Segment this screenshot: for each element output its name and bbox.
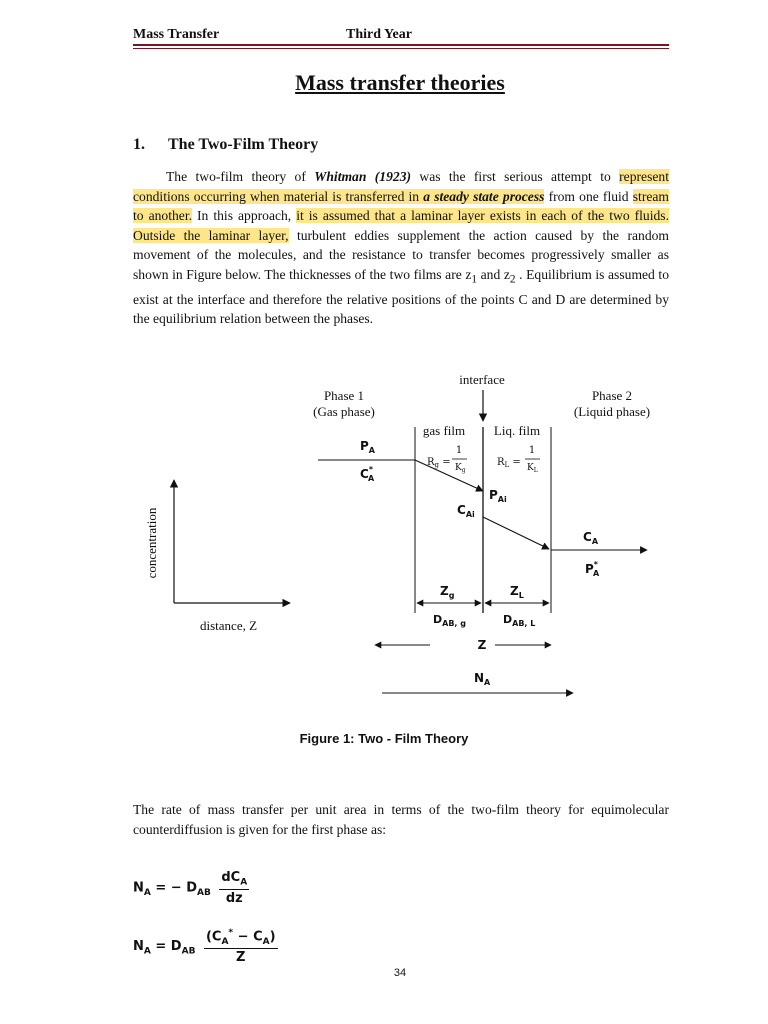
highlight-text: stream to another. [133,188,670,223]
header-left: Mass Transfer [133,27,220,42]
rl-den: $K_L$ [527,463,538,474]
rl-num: 1 [528,445,536,456]
phase2-sub: (Liquid phase) [573,404,651,419]
rg-den: $K_g$ [455,463,466,474]
author-citation: Whitman (1923) [314,169,412,184]
eq2-fraction: $\frac{(C_A^* - C_A)}{Z}$ [205,928,276,965]
pai-label: $P_{Ai}$ [489,488,507,504]
highlight-text: it is assumed that a laminar layer exists in each of the two fluids. Outside the laminar layer, [133,208,669,243]
section-title: The Two-Film Theory [168,136,319,153]
para-text: from one fluid [544,188,633,204]
liq-film-profile [483,517,549,549]
z-total-label: Z [477,638,487,652]
highlight-text: represent conditions occurring when material is transferred in [133,169,669,204]
header-rule-thin [133,48,669,49]
highlight-emphasis: a steady state process [423,188,545,204]
rl-label: $R_L$ = [497,457,521,469]
para-text: The two-film theory of [166,169,315,184]
zl-label: $Z_L$ [510,584,524,600]
phase1-sub: (Gas phase) [313,404,375,419]
pa-label: $P_A$ [360,439,375,455]
section-heading [133,136,318,154]
header-rule [133,44,669,46]
interface-label: interface [459,372,505,387]
para-text: In this approach, [192,208,297,223]
two-film-figure [130,365,670,705]
phase2-label: Phase 2 [591,388,633,403]
header-right: Third Year [346,27,412,42]
equation-2: $N_A = D_{AB}$ $\frac{(C_A^* - C_A)}{Z}$ [133,928,276,965]
para-text: . Equilibrium is assumed to exist at the interface and therefore the relative positions of the points C and D are determined by the equilibrium relation between the phases. [133,266,669,327]
para-text: turbulent eddies supplement the action caused by the random movement of the molecules, and the resistance to transfer becomes progressively smaller as shown in Figure below. The thicknesses of the two films are z [133,227,669,282]
eq1-fraction: $\frac{dC_A}{dz}$ [221,870,248,906]
cai-label: $C_{Ai}$ [457,503,475,519]
figure-caption: Figure 1: Two - Film Theory [299,731,469,746]
section-number: 1. [133,136,145,153]
paragraph-1 [133,167,669,329]
page-number: 34 [393,967,407,979]
rg-num: 1 [455,445,463,456]
subscript: 2 [509,273,516,286]
dab-g-label: $D_{AB, g}$ [433,613,466,628]
liq-film-label: Liq. film [493,423,541,438]
pa-star-label: P* A [585,560,600,578]
y-axis-label: concentration [144,507,159,579]
rg-label: $R_g$ = [427,457,451,469]
para-text: was the first serious attempt to [411,169,620,184]
paragraph-2: The rate of mass transfer per unit area in terms of the two-film theory for equimolecular counterdiffusion is given for the first phase as: [133,802,669,837]
subscript: 1 [471,273,478,286]
x-axis-label: distance, Z [200,618,258,633]
phase1-label: Phase 1 [323,388,365,403]
ca-label: $C_A$ [583,530,599,546]
zg-label: $Z_g$ [440,584,455,600]
equation-1: $N_A$ = − $D_{AB}$ $\frac{dC_A}{dz}$ [133,870,248,906]
na-label: $N_A$ [474,671,491,687]
para-text: and z [477,266,510,282]
dab-l-label: $D_{AB, L}$ [503,613,536,628]
gas-film-label: gas film [422,423,466,438]
ca-star-label: C* A [360,465,375,483]
page-title: Mass transfer theories [295,70,505,95]
